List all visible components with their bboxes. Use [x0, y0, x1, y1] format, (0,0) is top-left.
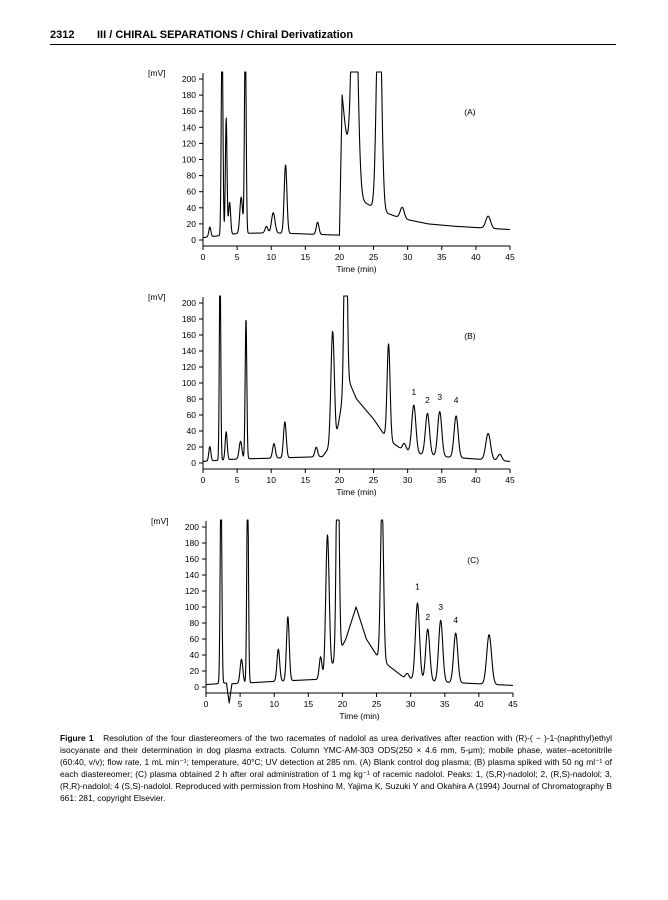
y-tick-label: 40	[186, 202, 196, 213]
x-tick-label: 45	[505, 475, 515, 485]
y-tick-label: 20	[186, 218, 196, 229]
x-axis-label: Time (min)	[336, 487, 377, 497]
peak-number-label: 3	[437, 391, 443, 402]
y-tick-label: 20	[189, 666, 199, 676]
x-tick-label: 0	[203, 699, 209, 709]
x-tick-label: 20	[334, 475, 345, 485]
x-tick-label: 25	[371, 699, 382, 709]
chromatogram-trace	[206, 520, 513, 703]
x-tick-label: 40	[471, 475, 481, 485]
y-tick-label: 60	[186, 410, 196, 420]
peak-number-label: 2	[425, 611, 431, 622]
x-tick-label: 45	[505, 252, 515, 262]
x-tick-label: 10	[266, 475, 276, 485]
y-tick-label: 180	[181, 314, 196, 324]
figure-label: Figure 1	[60, 733, 94, 743]
y-tick-label: 100	[184, 602, 199, 612]
x-tick-label: 25	[368, 475, 379, 485]
y-tick-label: 120	[181, 362, 196, 372]
y-tick-label: 100	[181, 378, 196, 388]
y-tick-label: 140	[184, 570, 199, 580]
y-tick-label: 140	[181, 346, 196, 356]
x-tick-label: 30	[402, 475, 413, 485]
y-tick-label: 200	[184, 522, 199, 532]
peak-number-label: 4	[453, 395, 459, 405]
x-tick-label: 5	[234, 475, 240, 485]
peak-number-label: 1	[415, 581, 420, 592]
y-tick-label: 200	[181, 74, 196, 84]
x-tick-label: 35	[437, 252, 447, 262]
chromatogram-panel-1	[148, 68, 515, 274]
chromatogram-panel-2	[148, 292, 515, 497]
peak-number-label: 1	[411, 387, 417, 397]
panel-label: (C)	[467, 555, 480, 565]
y-tick-label: 120	[181, 138, 196, 149]
x-tick-label: 15	[303, 699, 314, 709]
y-tick-label: 100	[181, 154, 196, 165]
x-tick-label: 20	[334, 252, 345, 262]
y-tick-label: 140	[181, 122, 196, 133]
caption-text: Resolution of the four diastereomers of the two racemates of nadolol as urea derivatives after reaction with (R)-( − )-1-(naphthyl)ethyl isocyanate and their determination in dog plasma extracts. Column YMC-AM-303 ODS(250 × 4.6 mm, 5-μm); mobile phase, water–acetonitrile (60:40, v/v); flow rate, 1 mL min⁻¹; temperature, 40°C; UV detection at 285 nm. (A) Blank control dog plasma; (B) plasma spiked with 50 ng ml⁻¹ of each diastereomer; (C) plasma obtained 2 h after oral administration of 1 mg kg⁻¹ of racemic nadolol. Peaks: 1, (S,R)-nadolol; 2, (R,S)-nadolol; 3, (R,R)-nadolol; 4 (S,S)-nadolol. Reproduced with permission from Hoshino M, Yajima K, Suzuki Y and Okahira A (1994) Journal of Chromatography B 661: 281, copyright Elsevier.	[60, 733, 613, 804]
page-number: 2312	[50, 29, 75, 41]
y-tick-label: 180	[184, 538, 199, 548]
x-tick-label: 45	[508, 699, 518, 709]
running-head-title: III / CHIRAL SEPARATIONS / Chiral Derivatization	[97, 29, 354, 41]
x-tick-label: 15	[300, 475, 311, 485]
y-tick-label: 0	[191, 458, 196, 468]
x-axis-label: Time (min)	[336, 264, 377, 274]
peak-number-label: 4	[453, 615, 459, 625]
x-tick-label: 20	[337, 699, 348, 709]
x-tick-label: 5	[237, 699, 243, 709]
panel-label: (B)	[464, 331, 476, 341]
x-tick-label: 25	[368, 252, 379, 262]
y-tick-label: 60	[189, 634, 199, 644]
panel-label: (A)	[464, 107, 476, 117]
x-tick-label: 10	[266, 252, 276, 262]
x-tick-label: 0	[200, 252, 206, 262]
y-tick-label: 80	[186, 170, 196, 181]
y-tick-label: 40	[186, 426, 196, 436]
y-axis-label: [mV]	[148, 292, 166, 302]
x-tick-label: 35	[440, 699, 450, 709]
y-tick-label: 40	[189, 650, 199, 660]
chromatogram-panel-3	[151, 516, 518, 721]
figure-caption	[60, 732, 612, 805]
x-tick-label: 35	[437, 475, 447, 485]
x-tick-label: 40	[474, 699, 484, 709]
x-tick-label: 0	[200, 475, 206, 485]
y-tick-label: 180	[181, 90, 196, 101]
y-tick-label: 200	[181, 298, 196, 308]
y-tick-label: 20	[186, 442, 196, 452]
x-axis-label: Time (min)	[339, 711, 380, 721]
y-tick-label: 120	[184, 586, 199, 596]
x-tick-label: 40	[471, 252, 481, 262]
y-tick-label: 0	[191, 235, 196, 245]
y-tick-label: 80	[186, 394, 196, 404]
x-tick-label: 10	[269, 699, 279, 709]
chromatogram-trace	[203, 72, 510, 238]
chromatogram-trace	[203, 296, 510, 461]
x-tick-label: 30	[405, 699, 416, 709]
y-tick-label: 160	[181, 330, 196, 340]
y-tick-label: 80	[189, 618, 199, 628]
x-tick-label: 30	[402, 252, 413, 262]
y-axis-label: [mV]	[148, 68, 166, 78]
y-tick-label: 160	[184, 554, 199, 564]
peak-number-label: 3	[438, 602, 444, 613]
x-tick-label: 15	[300, 252, 311, 262]
y-tick-label: 160	[181, 106, 196, 117]
y-tick-label: 0	[194, 682, 199, 692]
peak-number-label: 2	[425, 395, 430, 405]
y-tick-label: 60	[186, 186, 196, 197]
y-axis-label: [mV]	[151, 516, 169, 526]
x-tick-label: 5	[234, 252, 240, 262]
